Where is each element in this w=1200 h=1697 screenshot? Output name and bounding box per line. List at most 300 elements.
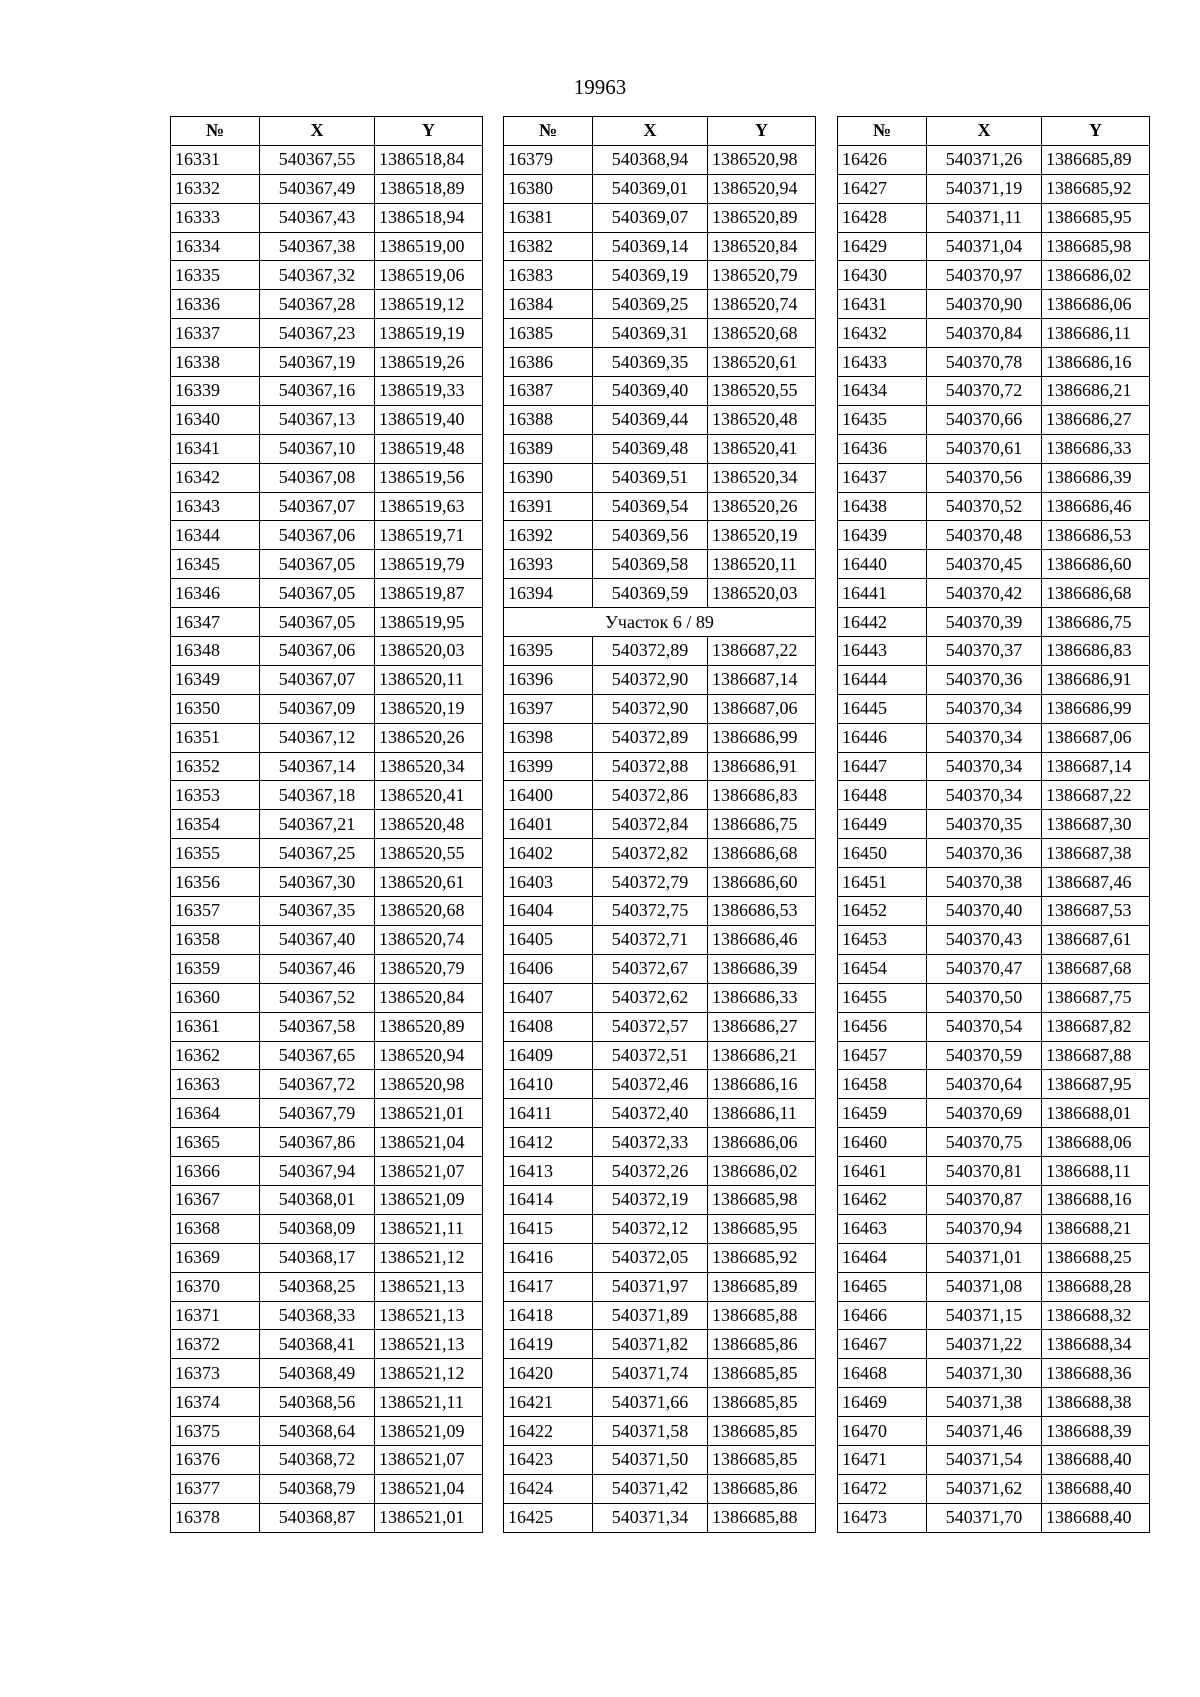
y-coordinate-cell: 1386685,95 (1042, 203, 1150, 232)
table-row (171, 1012, 483, 1041)
table-row (171, 810, 483, 839)
point-number-cell: 16449 (838, 810, 927, 839)
point-number-cell: 16460 (838, 1128, 927, 1157)
table-row (171, 752, 483, 781)
y-coordinate-cell: 1386518,94 (375, 203, 483, 232)
y-coordinate-cell: 1386688,06 (1042, 1128, 1150, 1157)
header-num: № (838, 117, 927, 146)
x-coordinate-cell: 540371,74 (593, 1359, 708, 1388)
y-coordinate-cell: 1386686,68 (708, 839, 816, 868)
table-row (171, 1359, 483, 1388)
table-row (171, 1388, 483, 1417)
point-number-cell: 16409 (504, 1041, 593, 1070)
point-number-cell: 16394 (504, 579, 593, 608)
x-coordinate-cell: 540370,50 (927, 983, 1042, 1012)
y-coordinate-cell: 1386685,86 (708, 1330, 816, 1359)
point-number-cell: 16371 (171, 1301, 260, 1330)
point-number-cell: 16468 (838, 1359, 927, 1388)
y-coordinate-cell: 1386685,98 (1042, 232, 1150, 261)
table-row (171, 1503, 483, 1532)
table-row (838, 145, 1150, 174)
table-row (838, 290, 1150, 319)
x-coordinate-cell: 540371,08 (927, 1272, 1042, 1301)
table-row (171, 1041, 483, 1070)
x-coordinate-cell: 540368,09 (260, 1214, 375, 1243)
x-coordinate-cell: 540369,54 (593, 492, 708, 521)
table-row (504, 1330, 816, 1359)
table-row (504, 694, 816, 723)
point-number-cell: 16353 (171, 781, 260, 810)
point-number-cell: 16354 (171, 810, 260, 839)
point-number-cell: 16365 (171, 1128, 260, 1157)
table-row (838, 810, 1150, 839)
y-coordinate-cell: 1386685,85 (708, 1388, 816, 1417)
table-row (838, 608, 1150, 637)
y-coordinate-cell: 1386687,14 (1042, 752, 1150, 781)
x-coordinate-cell: 540367,86 (260, 1128, 375, 1157)
table-row (171, 897, 483, 926)
point-number-cell: 16429 (838, 232, 927, 261)
point-number-cell: 16385 (504, 319, 593, 348)
y-coordinate-cell: 1386521,04 (375, 1128, 483, 1157)
table-row (171, 579, 483, 608)
y-coordinate-cell: 1386688,21 (1042, 1214, 1150, 1243)
table-header-row (504, 117, 816, 146)
table-row (171, 521, 483, 550)
table-row (504, 145, 816, 174)
header-y: Y (708, 117, 816, 146)
x-coordinate-cell: 540372,90 (593, 665, 708, 694)
table-row (838, 261, 1150, 290)
y-coordinate-cell: 1386688,36 (1042, 1359, 1150, 1388)
point-number-cell: 16399 (504, 752, 593, 781)
y-coordinate-cell: 1386519,06 (375, 261, 483, 290)
table-row (838, 1474, 1150, 1503)
y-coordinate-cell: 1386685,85 (708, 1417, 816, 1446)
table-row (171, 405, 483, 434)
y-coordinate-cell: 1386519,56 (375, 463, 483, 492)
x-coordinate-cell: 540368,94 (593, 145, 708, 174)
point-number-cell: 16436 (838, 434, 927, 463)
x-coordinate-cell: 540370,34 (927, 694, 1042, 723)
point-number-cell: 16378 (171, 1503, 260, 1532)
point-number-cell: 16417 (504, 1272, 593, 1301)
y-coordinate-cell: 1386686,27 (1042, 405, 1150, 434)
x-coordinate-cell: 540370,81 (927, 1157, 1042, 1186)
point-number-cell: 16348 (171, 637, 260, 666)
x-coordinate-cell: 540369,07 (593, 203, 708, 232)
y-coordinate-cell: 1386521,12 (375, 1243, 483, 1272)
section-label: Участок 6 / 89 (504, 608, 816, 637)
x-coordinate-cell: 540372,62 (593, 983, 708, 1012)
table-row (504, 781, 816, 810)
y-coordinate-cell: 1386688,11 (1042, 1157, 1150, 1186)
y-coordinate-cell: 1386521,07 (375, 1157, 483, 1186)
point-number-cell: 16345 (171, 550, 260, 579)
x-coordinate-cell: 540372,71 (593, 925, 708, 954)
coordinates-table-3 (837, 116, 1150, 1533)
x-coordinate-cell: 540368,01 (260, 1185, 375, 1214)
x-coordinate-cell: 540367,30 (260, 868, 375, 897)
point-number-cell: 16401 (504, 810, 593, 839)
x-coordinate-cell: 540369,51 (593, 463, 708, 492)
point-number-cell: 16454 (838, 954, 927, 983)
point-number-cell: 16461 (838, 1157, 927, 1186)
y-coordinate-cell: 1386685,92 (1042, 174, 1150, 203)
point-number-cell: 16397 (504, 694, 593, 723)
point-number-cell: 16392 (504, 521, 593, 550)
y-coordinate-cell: 1386520,84 (375, 983, 483, 1012)
y-coordinate-cell: 1386521,01 (375, 1099, 483, 1128)
x-coordinate-cell: 540369,40 (593, 377, 708, 406)
point-number-cell: 16466 (838, 1301, 927, 1330)
table-row (171, 232, 483, 261)
page-number: 19963 (573, 75, 627, 99)
y-coordinate-cell: 1386521,13 (375, 1330, 483, 1359)
x-coordinate-cell: 540371,54 (927, 1445, 1042, 1474)
y-coordinate-cell: 1386520,41 (375, 781, 483, 810)
table-row (171, 781, 483, 810)
table-row (504, 1041, 816, 1070)
table-row (504, 810, 816, 839)
y-coordinate-cell: 1386686,16 (708, 1070, 816, 1099)
y-coordinate-cell: 1386686,83 (708, 781, 816, 810)
point-number-cell: 16355 (171, 839, 260, 868)
point-number-cell: 16423 (504, 1445, 593, 1474)
point-number-cell: 16412 (504, 1128, 593, 1157)
point-number-cell: 16441 (838, 579, 927, 608)
table-row (838, 1157, 1150, 1186)
y-coordinate-cell: 1386519,63 (375, 492, 483, 521)
point-number-cell: 16388 (504, 405, 593, 434)
coordinates-table-2 (503, 116, 816, 1533)
table-row (838, 1185, 1150, 1214)
x-coordinate-cell: 540372,89 (593, 723, 708, 752)
table-row (838, 1041, 1150, 1070)
point-number-cell: 16472 (838, 1474, 927, 1503)
x-coordinate-cell: 540370,78 (927, 348, 1042, 377)
y-coordinate-cell: 1386687,46 (1042, 868, 1150, 897)
y-coordinate-cell: 1386686,11 (708, 1099, 816, 1128)
table-header-row (838, 117, 1150, 146)
x-coordinate-cell: 540371,62 (927, 1474, 1042, 1503)
table-row (504, 377, 816, 406)
y-coordinate-cell: 1386519,87 (375, 579, 483, 608)
y-coordinate-cell: 1386520,79 (708, 261, 816, 290)
x-coordinate-cell: 540370,94 (927, 1214, 1042, 1243)
point-number-cell: 16331 (171, 145, 260, 174)
point-number-cell: 16337 (171, 319, 260, 348)
table-row (838, 637, 1150, 666)
y-coordinate-cell: 1386520,19 (375, 694, 483, 723)
x-coordinate-cell: 540367,35 (260, 897, 375, 926)
table-row (838, 434, 1150, 463)
point-number-cell: 16373 (171, 1359, 260, 1388)
x-coordinate-cell: 540368,33 (260, 1301, 375, 1330)
x-coordinate-cell: 540370,52 (927, 492, 1042, 521)
table-row (504, 925, 816, 954)
table-row (171, 723, 483, 752)
table-row (171, 290, 483, 319)
x-coordinate-cell: 540372,12 (593, 1214, 708, 1243)
header-y: Y (375, 117, 483, 146)
point-number-cell: 16406 (504, 954, 593, 983)
table-row (504, 492, 816, 521)
table-row (171, 492, 483, 521)
point-number-cell: 16382 (504, 232, 593, 261)
table-row (504, 839, 816, 868)
x-coordinate-cell: 540367,46 (260, 954, 375, 983)
point-number-cell: 16356 (171, 868, 260, 897)
x-coordinate-cell: 540367,32 (260, 261, 375, 290)
x-coordinate-cell: 540369,01 (593, 174, 708, 203)
table-row (838, 492, 1150, 521)
point-number-cell: 16362 (171, 1041, 260, 1070)
y-coordinate-cell: 1386520,03 (375, 637, 483, 666)
y-coordinate-cell: 1386686,46 (1042, 492, 1150, 521)
x-coordinate-cell: 540372,89 (593, 637, 708, 666)
point-number-cell: 16364 (171, 1099, 260, 1128)
x-coordinate-cell: 540369,56 (593, 521, 708, 550)
y-coordinate-cell: 1386520,26 (375, 723, 483, 752)
table-row (838, 405, 1150, 434)
table-row (838, 319, 1150, 348)
y-coordinate-cell: 1386520,48 (375, 810, 483, 839)
table-row (838, 463, 1150, 492)
table-row (504, 261, 816, 290)
y-coordinate-cell: 1386687,68 (1042, 954, 1150, 983)
x-coordinate-cell: 540371,15 (927, 1301, 1042, 1330)
x-coordinate-cell: 540370,35 (927, 810, 1042, 839)
y-coordinate-cell: 1386686,33 (708, 983, 816, 1012)
point-number-cell: 16431 (838, 290, 927, 319)
y-coordinate-cell: 1386686,11 (1042, 319, 1150, 348)
x-coordinate-cell: 540367,07 (260, 492, 375, 521)
table-row (171, 463, 483, 492)
y-coordinate-cell: 1386685,88 (708, 1503, 816, 1532)
table-row (838, 1301, 1150, 1330)
table-row (838, 1243, 1150, 1272)
point-number-cell: 16349 (171, 665, 260, 694)
x-coordinate-cell: 540367,28 (260, 290, 375, 319)
y-coordinate-cell: 1386687,14 (708, 665, 816, 694)
x-coordinate-cell: 540370,34 (927, 723, 1042, 752)
y-coordinate-cell: 1386520,68 (375, 897, 483, 926)
point-number-cell: 16439 (838, 521, 927, 550)
point-number-cell: 16411 (504, 1099, 593, 1128)
point-number-cell: 16473 (838, 1503, 927, 1532)
x-coordinate-cell: 540370,34 (927, 752, 1042, 781)
y-coordinate-cell: 1386686,75 (1042, 608, 1150, 637)
x-coordinate-cell: 540371,11 (927, 203, 1042, 232)
table-row (838, 1128, 1150, 1157)
point-number-cell: 16340 (171, 405, 260, 434)
x-coordinate-cell: 540367,40 (260, 925, 375, 954)
point-number-cell: 16380 (504, 174, 593, 203)
point-number-cell: 16463 (838, 1214, 927, 1243)
x-coordinate-cell: 540372,05 (593, 1243, 708, 1272)
y-coordinate-cell: 1386686,21 (708, 1041, 816, 1070)
header-x: X (593, 117, 708, 146)
table-row (504, 723, 816, 752)
y-coordinate-cell: 1386520,79 (375, 954, 483, 983)
x-coordinate-cell: 540371,34 (593, 1503, 708, 1532)
y-coordinate-cell: 1386687,38 (1042, 839, 1150, 868)
table-row (171, 694, 483, 723)
point-number-cell: 16404 (504, 897, 593, 926)
point-number-cell: 16443 (838, 637, 927, 666)
coordinates-table-1 (170, 116, 483, 1533)
table-row (504, 1157, 816, 1186)
x-coordinate-cell: 540372,33 (593, 1128, 708, 1157)
point-number-cell: 16459 (838, 1099, 927, 1128)
table-row (504, 1503, 816, 1532)
y-coordinate-cell: 1386519,00 (375, 232, 483, 261)
table-row (838, 1012, 1150, 1041)
table-row (504, 1243, 816, 1272)
x-coordinate-cell: 540367,06 (260, 637, 375, 666)
y-coordinate-cell: 1386521,12 (375, 1359, 483, 1388)
point-number-cell: 16467 (838, 1330, 927, 1359)
y-coordinate-cell: 1386688,34 (1042, 1330, 1150, 1359)
y-coordinate-cell: 1386685,89 (708, 1272, 816, 1301)
y-coordinate-cell: 1386687,22 (1042, 781, 1150, 810)
y-coordinate-cell: 1386521,13 (375, 1301, 483, 1330)
y-coordinate-cell: 1386686,53 (1042, 521, 1150, 550)
x-coordinate-cell: 540369,31 (593, 319, 708, 348)
x-coordinate-cell: 540372,19 (593, 1185, 708, 1214)
y-coordinate-cell: 1386520,61 (375, 868, 483, 897)
y-coordinate-cell: 1386686,60 (1042, 550, 1150, 579)
x-coordinate-cell: 540368,72 (260, 1445, 375, 1474)
point-number-cell: 16418 (504, 1301, 593, 1330)
y-coordinate-cell: 1386688,32 (1042, 1301, 1150, 1330)
x-coordinate-cell: 540367,07 (260, 665, 375, 694)
table-row (838, 925, 1150, 954)
y-coordinate-cell: 1386688,28 (1042, 1272, 1150, 1301)
table-row (838, 1070, 1150, 1099)
y-coordinate-cell: 1386686,06 (1042, 290, 1150, 319)
y-coordinate-cell: 1386519,12 (375, 290, 483, 319)
point-number-cell: 16428 (838, 203, 927, 232)
x-coordinate-cell: 540370,45 (927, 550, 1042, 579)
point-number-cell: 16437 (838, 463, 927, 492)
point-number-cell: 16341 (171, 434, 260, 463)
point-number-cell: 16375 (171, 1417, 260, 1446)
y-coordinate-cell: 1386521,09 (375, 1185, 483, 1214)
table-row (838, 868, 1150, 897)
point-number-cell: 16419 (504, 1330, 593, 1359)
table-row (838, 1388, 1150, 1417)
table-row (504, 1359, 816, 1388)
table-row (504, 1301, 816, 1330)
table-row (838, 694, 1150, 723)
table-row (504, 232, 816, 261)
x-coordinate-cell: 540372,79 (593, 868, 708, 897)
table-row (504, 1445, 816, 1474)
point-number-cell: 16426 (838, 145, 927, 174)
x-coordinate-cell: 540367,08 (260, 463, 375, 492)
x-coordinate-cell: 540370,36 (927, 839, 1042, 868)
point-number-cell: 16343 (171, 492, 260, 521)
table-row (838, 1099, 1150, 1128)
table-row (838, 1214, 1150, 1243)
x-coordinate-cell: 540367,52 (260, 983, 375, 1012)
x-coordinate-cell: 540368,79 (260, 1474, 375, 1503)
point-number-cell: 16421 (504, 1388, 593, 1417)
x-coordinate-cell: 540369,59 (593, 579, 708, 608)
point-number-cell: 16347 (171, 608, 260, 637)
table-row (838, 550, 1150, 579)
header-y: Y (1042, 117, 1150, 146)
header-num: № (504, 117, 593, 146)
header-num: № (171, 117, 260, 146)
x-coordinate-cell: 540371,89 (593, 1301, 708, 1330)
point-number-cell: 16377 (171, 1474, 260, 1503)
point-number-cell: 16408 (504, 1012, 593, 1041)
y-coordinate-cell: 1386686,60 (708, 868, 816, 897)
table-row (504, 319, 816, 348)
table-row (838, 174, 1150, 203)
point-number-cell: 16344 (171, 521, 260, 550)
table-row (838, 983, 1150, 1012)
point-number-cell: 16387 (504, 377, 593, 406)
x-coordinate-cell: 540370,66 (927, 405, 1042, 434)
x-coordinate-cell: 540372,26 (593, 1157, 708, 1186)
x-coordinate-cell: 540371,30 (927, 1359, 1042, 1388)
y-coordinate-cell: 1386519,33 (375, 377, 483, 406)
table-row (838, 521, 1150, 550)
x-coordinate-cell: 540367,05 (260, 550, 375, 579)
point-number-cell: 16450 (838, 839, 927, 868)
table-row (171, 174, 483, 203)
point-number-cell: 16455 (838, 983, 927, 1012)
x-coordinate-cell: 540370,37 (927, 637, 1042, 666)
table-row (171, 145, 483, 174)
table-row (171, 1417, 483, 1446)
point-number-cell: 16442 (838, 608, 927, 637)
table-row (504, 897, 816, 926)
y-coordinate-cell: 1386519,48 (375, 434, 483, 463)
x-coordinate-cell: 540371,01 (927, 1243, 1042, 1272)
x-coordinate-cell: 540371,70 (927, 1503, 1042, 1532)
y-coordinate-cell: 1386686,27 (708, 1012, 816, 1041)
table-row (171, 1445, 483, 1474)
table-row (171, 1474, 483, 1503)
point-number-cell: 16458 (838, 1070, 927, 1099)
y-coordinate-cell: 1386686,46 (708, 925, 816, 954)
point-number-cell: 16420 (504, 1359, 593, 1388)
point-number-cell: 16335 (171, 261, 260, 290)
x-coordinate-cell: 540367,13 (260, 405, 375, 434)
point-number-cell: 16366 (171, 1157, 260, 1186)
y-coordinate-cell: 1386519,26 (375, 348, 483, 377)
table-row (504, 1417, 816, 1446)
point-number-cell: 16339 (171, 377, 260, 406)
y-coordinate-cell: 1386520,74 (708, 290, 816, 319)
point-number-cell: 16451 (838, 868, 927, 897)
y-coordinate-cell: 1386520,26 (708, 492, 816, 521)
point-number-cell: 16368 (171, 1214, 260, 1243)
table-row (504, 637, 816, 666)
x-coordinate-cell: 540371,04 (927, 232, 1042, 261)
table-row (504, 1214, 816, 1243)
y-coordinate-cell: 1386520,03 (708, 579, 816, 608)
y-coordinate-cell: 1386521,09 (375, 1417, 483, 1446)
point-number-cell: 16464 (838, 1243, 927, 1272)
point-number-cell: 16453 (838, 925, 927, 954)
y-coordinate-cell: 1386520,74 (375, 925, 483, 954)
